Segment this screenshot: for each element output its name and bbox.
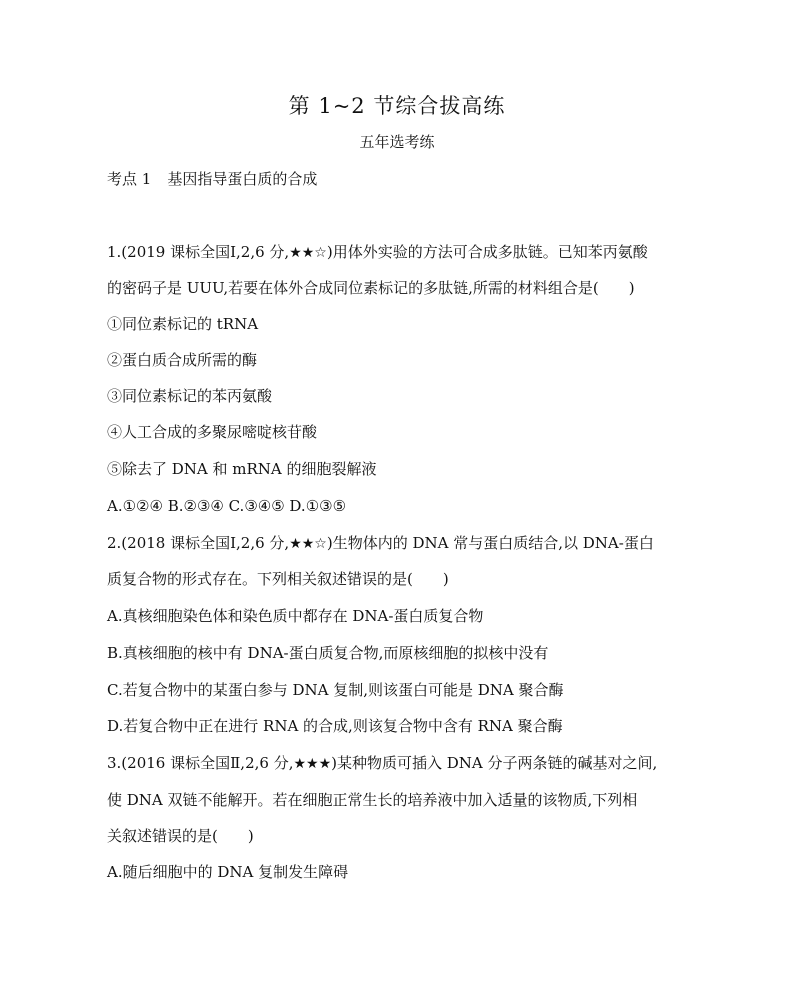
q1-item-2: ②蛋白质合成所需的酶 [107, 351, 258, 369]
q3-line2: 使 DNA 双链不能解开。若在细胞正常生长的培养液中加入适量的该物质,下列相 [107, 791, 638, 809]
q2-option-b: B.真核细胞的核中有 DNA-蛋白质复合物,而原核细胞的拟核中没有 [107, 644, 549, 662]
page-title: 第 1~2 节综合拔高练 [288, 94, 506, 118]
section-name: 基因指导蛋白质的合成 [167, 170, 318, 188]
q1-line1: 1.(2019 课标全国Ⅰ,2,6 分,★★☆)用体外实验的方法可合成多肽链。已知苯丙氨酸 [107, 243, 648, 261]
difficulty-stars-icon: ★★☆ [289, 536, 327, 552]
section-heading [107, 168, 317, 189]
q2-option-d: D.若复合物中正在进行 RNA 的合成,则该复合物中含有 RNA 聚合酶 [107, 717, 563, 735]
q1-line2: 的密码子是 UUU,若要在体外合成同位素标记的多肽链,所需的材料组合是( ) [107, 279, 635, 297]
q2-line2: 质复合物的形式存在。下列相关叙述错误的是( ) [107, 570, 449, 588]
difficulty-stars-icon: ★★★ [293, 756, 332, 772]
q1-item-4: ④人工合成的多聚尿嘧啶核苷酸 [107, 423, 318, 441]
q3-line3: 关叙述错误的是( ) [107, 827, 254, 845]
section-label: 考点 1 [107, 170, 152, 188]
page-subtitle: 五年选考练 [359, 133, 435, 151]
q1-item-3: ③同位素标记的苯丙氨酸 [107, 387, 273, 405]
q2-option-c: C.若复合物中的某蛋白参与 DNA 复制,则该蛋白可能是 DNA 聚合酶 [107, 681, 564, 699]
q1-item-1: ①同位素标记的 tRNA [107, 315, 259, 333]
q1-item-5: ⑤除去了 DNA 和 mRNA 的细胞裂解液 [107, 460, 377, 478]
q2-line1: 2.(2018 课标全国Ⅰ,2,6 分,★★☆)生物体内的 DNA 常与蛋白质结合,以 DNA-蛋白 [107, 534, 654, 552]
q1-options: A.①②④ B.②③④ C.③④⑤ D.①③⑤ [107, 497, 347, 515]
q3-option-a: A.随后细胞中的 DNA 复制发生障碍 [107, 863, 349, 881]
difficulty-stars-icon: ★★☆ [289, 245, 327, 261]
q3-line1: 3.(2016 课标全国Ⅱ,2,6 分,★★★)某种物质可插入 DNA 分子两条链的碱基对之间, [107, 754, 658, 772]
q2-option-a: A.真核细胞染色体和染色质中都存在 DNA-蛋白质复合物 [107, 607, 484, 625]
